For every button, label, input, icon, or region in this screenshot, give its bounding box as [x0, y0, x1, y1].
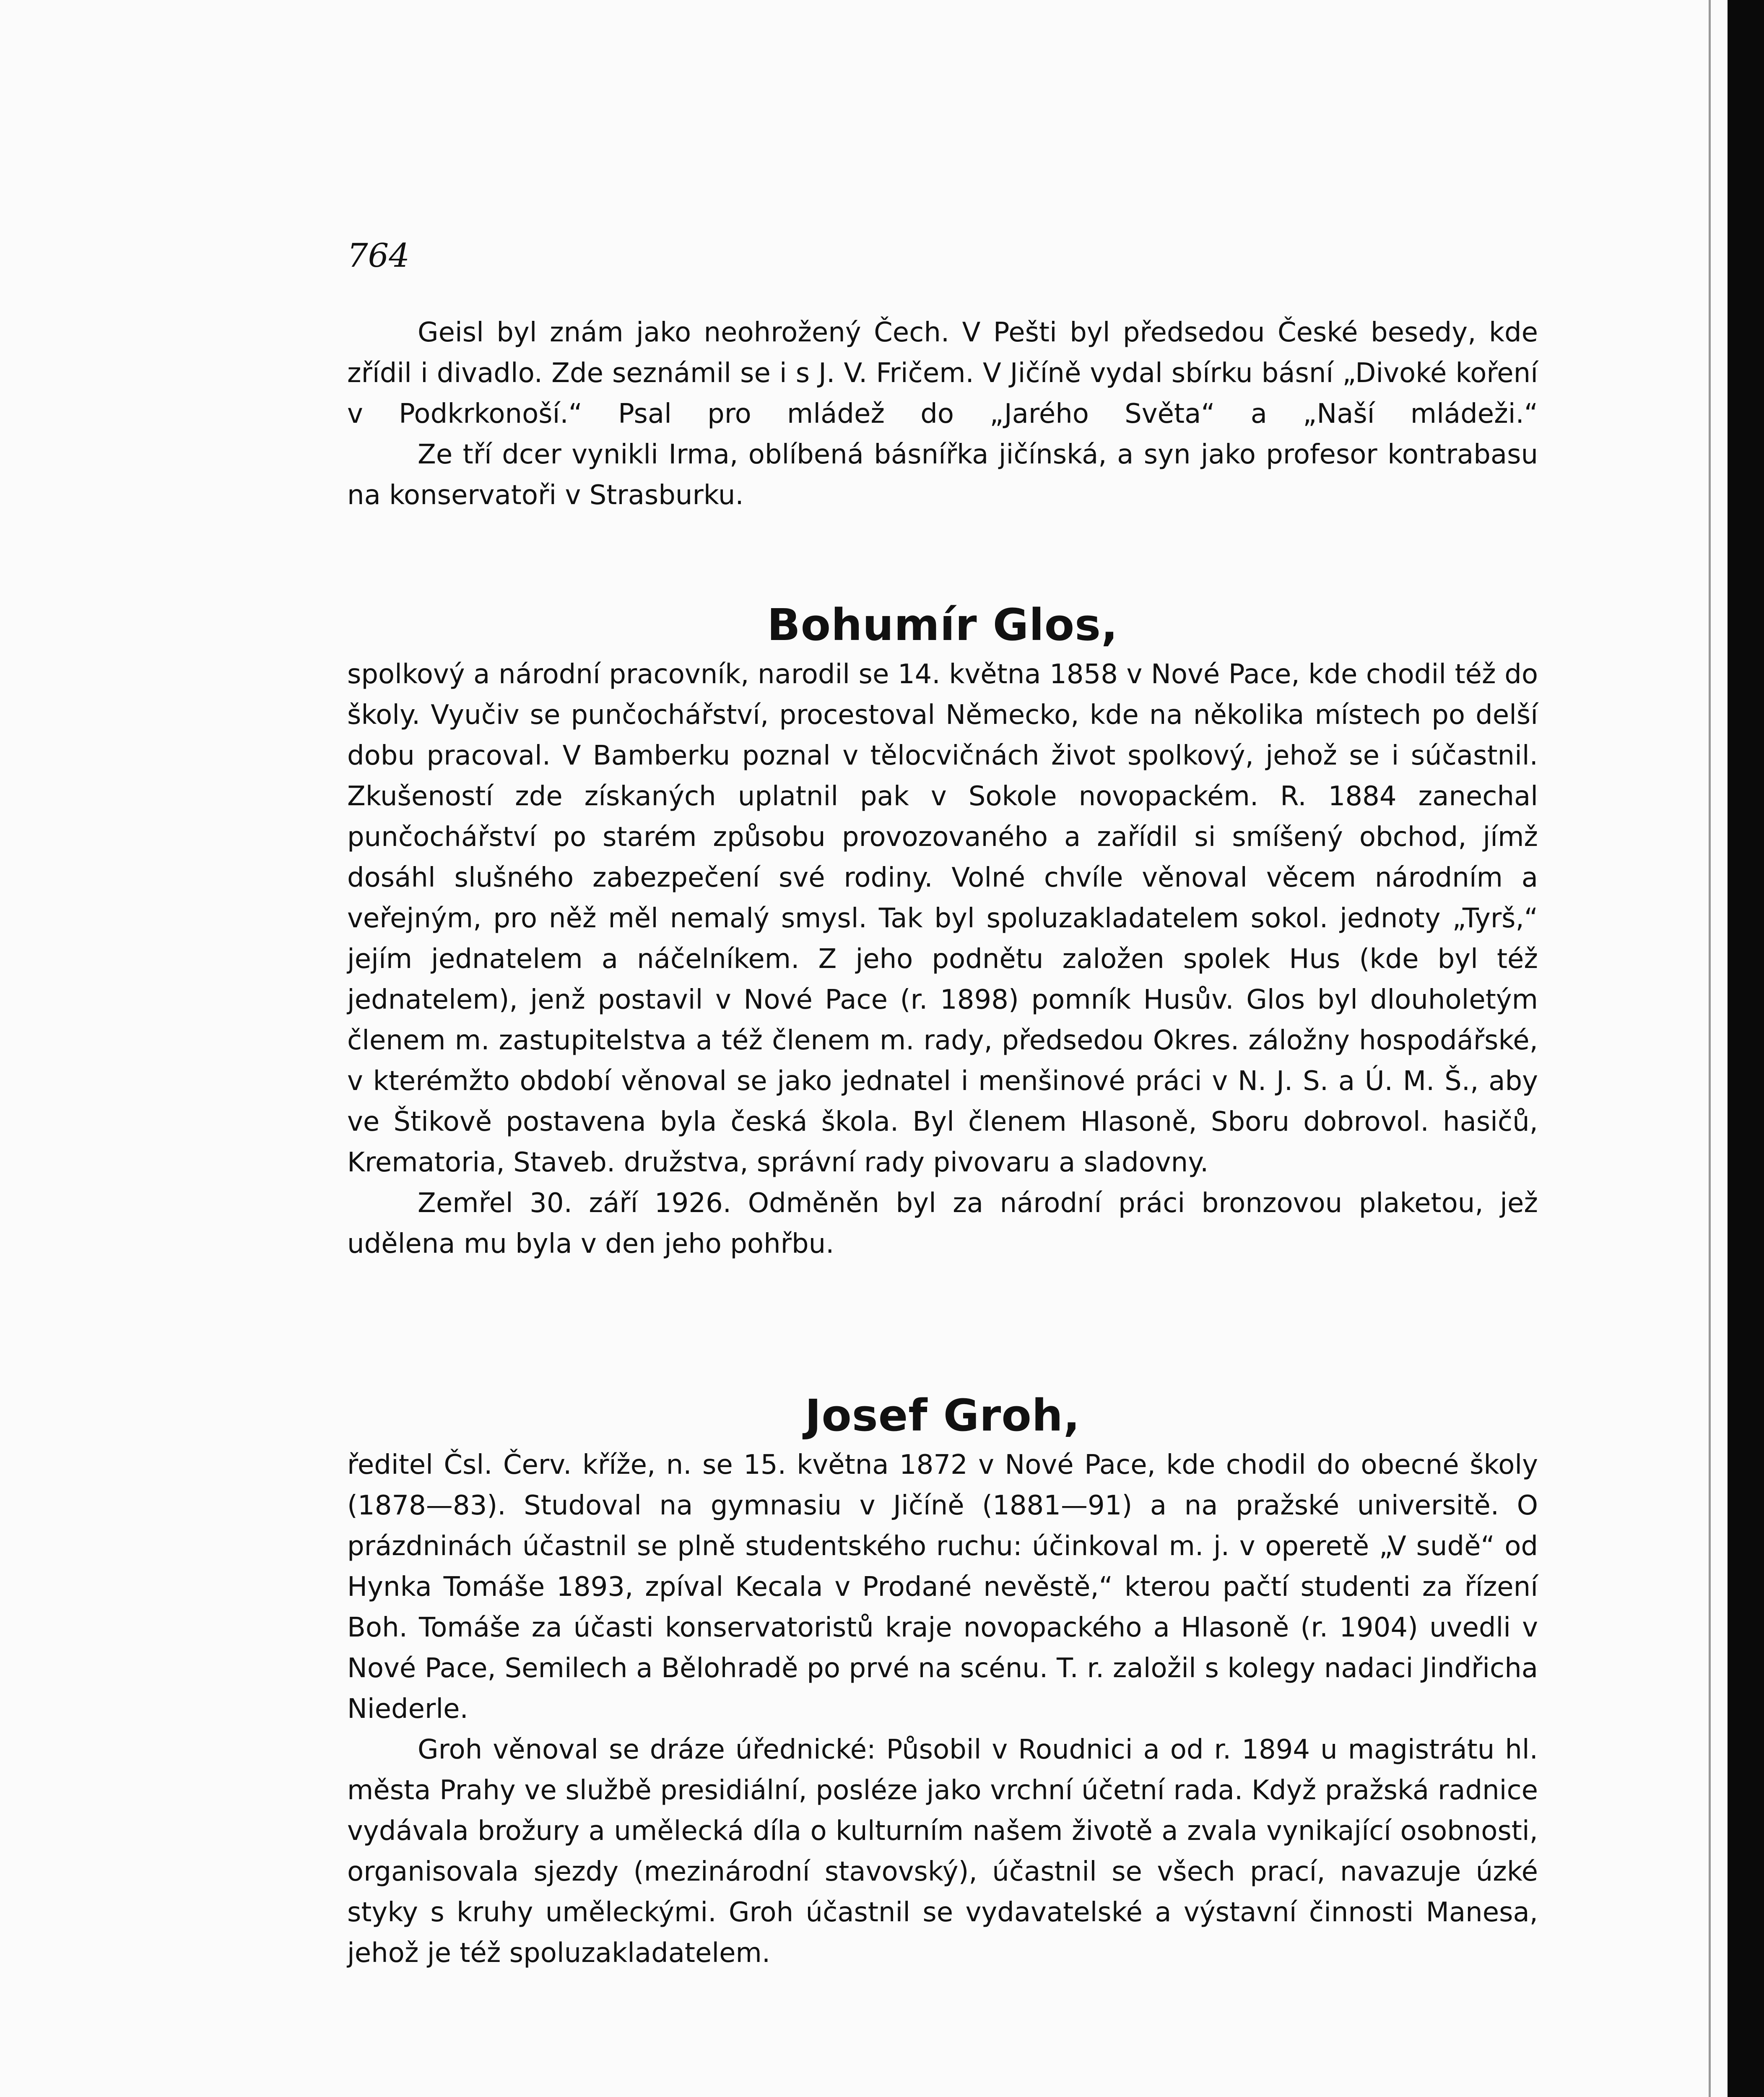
glos-paragraph-1: spolkový a národní pracovník, narodil se 14. května 1858 v Nové Pace, kde chodil též do školy. Vyučiv se punčochářství, procestoval Německo, kde na několika místech po delší dobu pracoval. V Bamberku poznal v tělocvičnách život spolkový, jehož se i súčastnil. Zkušeností zde získaných uplatnil pak v Sokole novopackém. R. 1884 zanechal punčochářství po starém způsobu provozovaného a zařídil si smíšený obchod, jímž dosáhl slušného zabezpečení své rodiny. Volné chvíle věnoval věcem národním a veřejným, pro něž měl nemalý smysl. Tak byl spoluzakladatelem sokol. jednoty „Tyrš,“ jejím jednatelem a náčelníkem. Z jeho podnětu založen spolek Hus (kde byl též jednatelem), jenž postavil v Nové Pace (r. 1898) pomník Husův. Glos byl dlouholetým členem m. zastupitelstva a též členem m. rady, předsedou Okres. záložny hospodářské, v kterémžto období věnoval se jako jednatel i menšinové práci v N. J. S. a Ú. M. Š., aby ve Štikově postavena byla česká škola. Byl členem Hlasoně, Sboru dobrovol. hasičů, Krematoria, Staveb. družstva, správní rady pivovaru a sladovny.: [347, 659, 1538, 1178]
intro-paragraph-2: Ze tří dcer vynikli Irma, oblíbená básnířka jičínská, a syn jako profesor kontrabasu na konservatoři v Strasburku.: [347, 439, 1538, 511]
intro-section: [347, 312, 1538, 516]
groh-heading: Josef Groh,: [805, 1390, 1081, 1441]
groh-paragraph-1: ředitel Čsl. Červ. kříže, n. se 15. května 1872 v Nové Pace, kde chodil do obecné školy (1878—83). Studoval na gymnasiu v Jičíně (1881—91) a na pražské universitě. O prázdninách účastnil se plně studentského ruchu: účinkoval m. j. v operetě „V sudě“ od Hynka Tomáše 1893, zpíval Kecala v Prodané nevěstě,“ kterou pačtí studenti za řízení Boh. Tomáše za účasti konservatoristů kraje novopackého a Hlasoně (r. 1904) uvedli v Nové Pace, Semilech a Bělohradě po prvé na scénu. T. r. založil s kolegy nadaci Jindřicha Niederle.: [347, 1449, 1538, 1725]
glos-section: [347, 596, 1538, 1264]
groh-section: [347, 1386, 1538, 1974]
glos-paragraph-2: Zemřel 30. září 1926. Odměněn byl za národní práci bronzovou plaketou, jež udělena mu byla v den jeho pohřbu.: [347, 1188, 1538, 1259]
scan-border-right: [1728, 0, 1764, 2097]
scan-edge-line: [1709, 0, 1711, 2097]
glos-heading: Bohumír Glos,: [767, 599, 1118, 650]
intro-paragraph-1: Geisl byl znám jako neohrožený Čech. V Pešti byl předsedou České besedy, kde zřídil i divadlo. Zde seznámil se i s J. V. Fričem. V Jičíně vydal sbírku básní „Divoké koření v Podkrkonoší.“ Psal pro mládež do „Jarého Světa“ a „Naší mládeži.“: [347, 317, 1538, 429]
groh-paragraph-2: Groh věnoval se dráze úřednické: Působil v Roudnici a od r. 1894 u magistrátu hl. města Prahy ve službě presidiální, posléze jako vrchní účetní rada. Když pražská radnice vydávala brožury a umělecká díla o kulturním našem životě a zvala vynikající osobnosti, organisovala sjezdy (mezinárodní stavovský), účastnil se všech prací, navazuje úzké styky s kruhy uměleckými. Groh účastnil se vydavatelské a výstavní činnosti Manesa, jehož je též spoluzakladatelem.: [347, 1734, 1538, 1969]
page-number: 764: [347, 237, 410, 275]
